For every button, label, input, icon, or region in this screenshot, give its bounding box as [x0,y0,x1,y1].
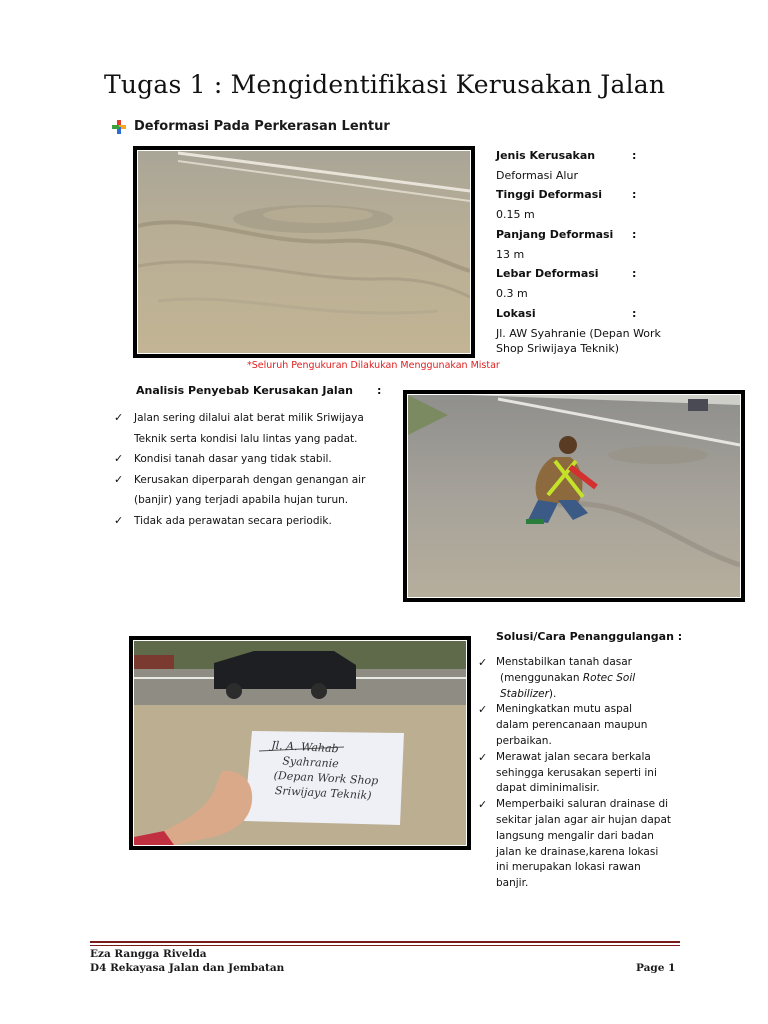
footer-author: Eza Rangga Rivelda [90,948,207,960]
spec-lokasi-label: Lokasi [496,306,536,320]
solution-list [478,655,688,892]
list-item [114,511,394,532]
list-item [114,470,394,511]
list-item [478,797,688,892]
spec-jenis-label: Jenis Kerusakan [496,149,596,162]
measuring-image [408,395,740,597]
check-icon: ✓ [114,411,124,424]
cause-text: Kondisi tanah dasar yang tidak stabil. [134,453,332,465]
spec-lebar-label: Lebar Deformasi [496,267,599,281]
list-item [478,702,688,749]
list-item [478,655,688,702]
spec-colon: : [632,149,637,162]
check-icon: ✓ [478,798,488,812]
check-icon: ✓ [114,452,124,465]
handwritten-location-note [261,737,404,804]
location-note-photo [129,636,471,850]
section-heading-text: Deformasi Pada Perkerasan Lentur [134,119,390,134]
spec-colon: : [632,188,637,202]
spec-panjang-label: Panjang Deformasi [496,227,614,241]
road-deformation-image [138,151,470,353]
analysis-heading [136,384,381,397]
measuring-photo [403,390,745,602]
cause-text: Tidak ada perawatan secara periodik. [134,514,332,527]
solution-text-part: ). [548,687,557,700]
spec-lokasi-value: Jl. AW Syahranie (Depan Work Shop Sriwijaya Teknik) [496,327,661,356]
solution-text: Meningkatkan mutu aspal dalam perencanaan maupun perbaikan. [496,703,648,747]
spec-colon: : [632,306,637,320]
solution-text [496,655,635,702]
measurement-note: *Seluruh Pengukuran Dilakukan Menggunakan Mistar [247,360,500,371]
spec-colon: : [632,227,637,241]
page-number: Page 1 [636,962,676,974]
analysis-colon: : [376,384,382,397]
check-icon: ✓ [114,472,124,486]
spec-lebar-value: 0.3 m [496,286,528,300]
road-deformation-photo [133,146,475,358]
footer-department: D4 Rekayasa Jalan dan Jembatan [90,962,285,974]
list-item [114,449,394,470]
note-line: Jl. A. Wahab [270,738,339,756]
spec-tinggi-label: Tinggi Deformasi [496,188,603,202]
check-icon: ✓ [478,703,488,717]
footer-rule [90,941,680,943]
page-title: Tugas 1 : Mengidentifikasi Kerusakan Jalan [104,70,666,99]
damage-specs [496,146,686,356]
check-icon: ✓ [114,513,124,527]
spec-colon: : [632,267,637,281]
footer-rule [90,945,680,946]
solution-text: Memperbaiki saluran drainase di sekitar jalan agar air hujan dapat langsung mengalir dari badan jalan ke drainase,karena lokasi ini merupakan lokasi rawan banjir. [496,798,671,890]
note-line: (Depan Work Shop [273,768,379,788]
analysis-heading-text: Analisis Penyebab Kerusakan Jalan [136,384,353,397]
cause-text: Jalan sering dilalui alat berat milik Sriwijaya Teknik serta kondisi lalu lintas yang padat. [134,412,364,445]
solution-text-part: Rotec Soil [582,671,636,684]
note-line: Syahranie [282,754,340,771]
check-icon: ✓ [478,750,488,764]
cause-text: Kerusakan diperparah dengan genangan air (banjir) yang terjadi apabila hujan turun. [134,473,366,506]
solution-text-part: Menstabilkan tanah dasar [496,656,632,668]
list-item [114,408,394,449]
solution-heading: Solusi/Cara Penanggulangan : [496,630,683,643]
colored-cross-icon [112,120,126,134]
section-heading [112,119,390,134]
check-icon: ✓ [478,656,488,669]
solution-text: Merawat jalan secara berkala sehingga kerusakan seperti ini dapat diminimalisir. [496,750,657,795]
cause-list [114,408,394,531]
spec-panjang-value: 13 m [496,247,525,261]
spec-jenis-value: Deformasi Alur [496,168,578,182]
solution-text-part: Stabilizer [500,687,549,700]
solution-text-part: (menggunakan [500,671,583,684]
list-item [478,750,688,797]
spec-tinggi-value: 0.15 m [496,208,535,222]
note-line: Sriwijaya Teknik) [274,784,372,803]
